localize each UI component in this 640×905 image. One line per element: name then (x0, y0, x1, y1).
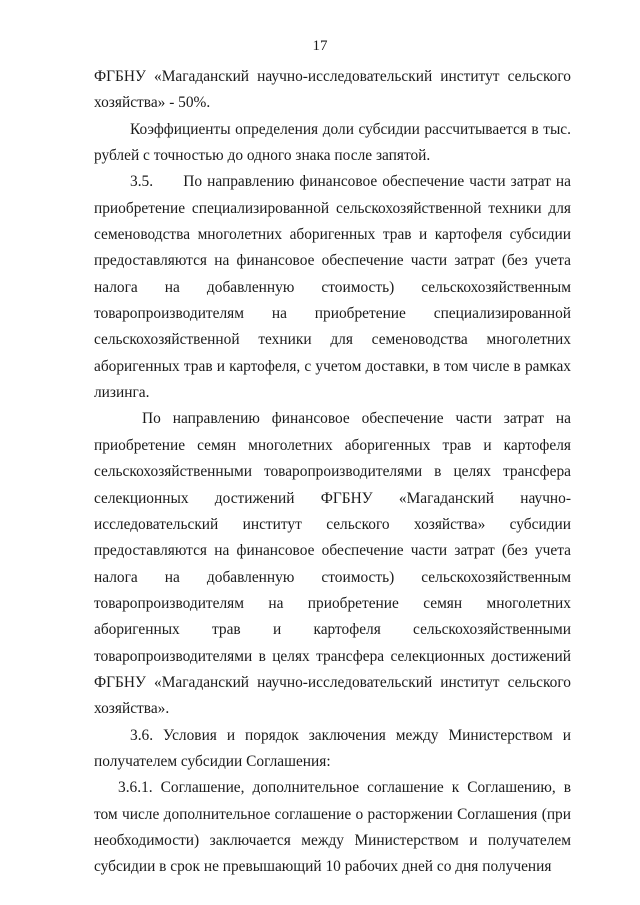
paragraph-institute-share: ФГБНУ «Магаданский научно-исследовательский институт сельского хозяйства» - 50%. (94, 68, 571, 112)
paragraph-coefficients: Коэффициенты определения доли субсидии рассчитывается в тыс. рублей с точностью до одного знака после запятой. (94, 120, 571, 165)
paragraph-seeds-direction: По направлению финансовое обеспечение части затрат на приобретение семян многолетних аборигенных трав и картофеля сельскохозяйственными товаропроизводителями в целях трансфера селекционных достижений ФГБНУ «Магаданский научно-исследовательский институт сельского хозяйства» субсидии предоставляются на финансовое обеспечение части затрат (без учета налога на добавленную стоимость) сельскохозяйственным товаропроизводителям на приобретение семян многолетних аборигенных трав и картофеля сельскохозяйственными товаропроизводителями в целях трансфера селекционных достижений ФГБНУ «Магаданский научно-исследовательский институт сельского хозяйства». (94, 410, 571, 718)
document-body (94, 64, 575, 881)
paragraph-3-6: 3.6. Условия и порядок заключения между Министерством и получателем субсидии Соглашения: (94, 726, 571, 770)
page-number: 17 (312, 38, 328, 54)
paragraph-3-5: 3.5. По направлению финансовое обеспечение части затрат на приобретение специализированной сельскохозяйственной техники для семеноводства многолетних аборигенных трав и картофеля субсидии предоставляются на финансовое обеспечение части затрат (без учета налога на добавленную стоимость) сельскохозяйственным товаропроизводителям на приобретение специализированной сельскохозяйственной техники для семеноводства многолетних аборигенных трав и картофеля, с учетом доставки, в том числе в рамках лизинга. (94, 173, 575, 402)
paragraph-3-6-1: 3.6.1. Соглашение, дополнительное соглашение к Соглашению, в том числе дополнительное соглашение о расторжении Соглашения (при необходимости) заключается между Министерством и получателем субсидии в срок не превышающий 10 рабочих дней со дня получения (94, 779, 571, 876)
